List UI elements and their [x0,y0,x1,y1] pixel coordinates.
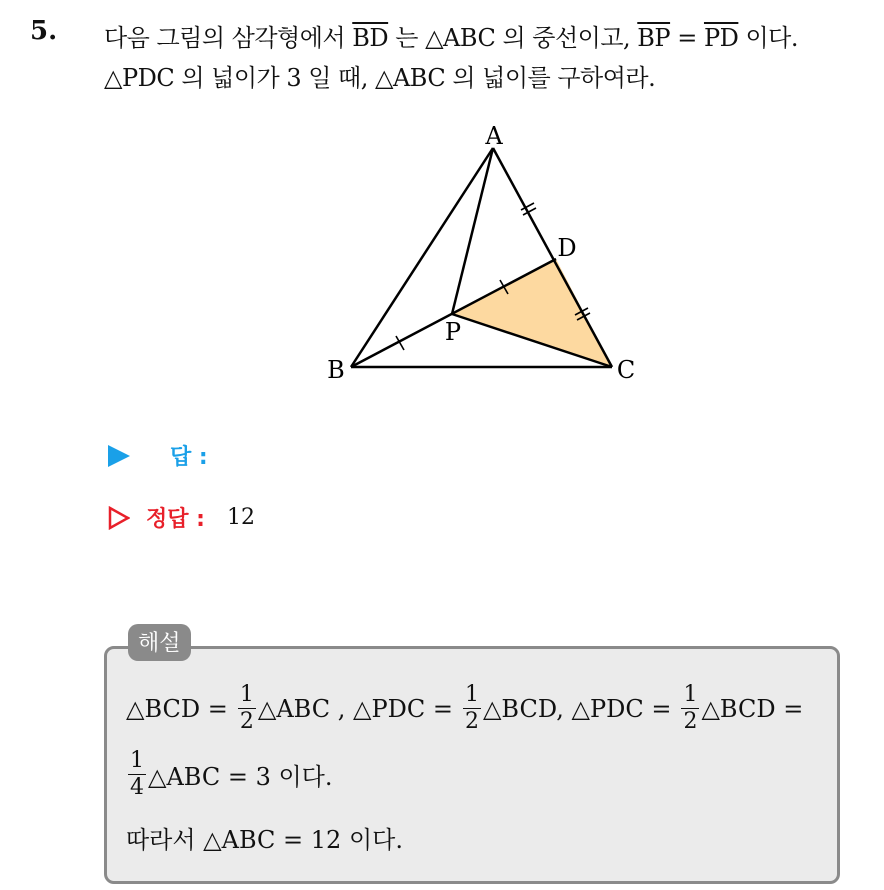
segment-ap [452,148,493,314]
segment-pd: $\overline{PD}$ [703,24,739,52]
answer-row [108,440,208,471]
solution-line-3: 따라서 △ABC = 12 이다. [126,826,403,854]
sol1-text-2: △ABC , △PDC = [257,694,453,723]
triangle-figure [320,118,650,390]
question-line-1 [104,18,798,53]
question-text-a: 다음 그림의 삼각형에서 [104,24,346,52]
fraction-half-2: $\frac{1}{2}$ [464,682,479,734]
play-outline-icon [108,506,130,530]
sol1-text-1: △BCD = [126,694,228,723]
correct-answer-label: 정답 : [146,507,205,532]
sol1-text-3: △BCD, △PDC = [482,694,672,723]
sol1-text-4: △BCD = [701,694,804,723]
fraction-half-1: $\frac{1}{2}$ [239,682,254,734]
question-text-c: 이다. [745,24,798,52]
correct-answer-value: 12 [226,505,255,530]
solution-tag: 해설 [128,624,191,661]
answer-label: 답 : [170,445,208,470]
label-c: C [616,356,636,384]
shaded-triangle-pdc [452,259,612,367]
solution-line-2 [126,750,333,799]
label-b: B [327,356,345,384]
label-d: D [557,234,577,262]
fraction-half-3: $\frac{1}{2}$ [683,682,698,734]
equals-sign: = [677,24,697,52]
solution-line-1 [126,684,803,733]
question-line-2: △PDC 의 넓이가 3 일 때, △ABC 의 넓이를 구하여라. [104,64,656,92]
label-p: P [444,318,462,346]
label-a: A [485,122,503,150]
sol2-text: △ABC = 3 이다. [148,763,333,791]
question-number: 5. [30,16,58,46]
correct-answer-row [108,502,255,533]
question-text-b: 는 △ABC 의 중선이고, [395,24,631,52]
fraction-quarter: $\frac{1}{4}$ [130,748,144,800]
side-ab [351,148,493,367]
segment-bp: $\overline{BP}$ [637,24,671,52]
play-icon [108,445,130,467]
segment-bd: $\overline{BD}$ [352,24,389,52]
